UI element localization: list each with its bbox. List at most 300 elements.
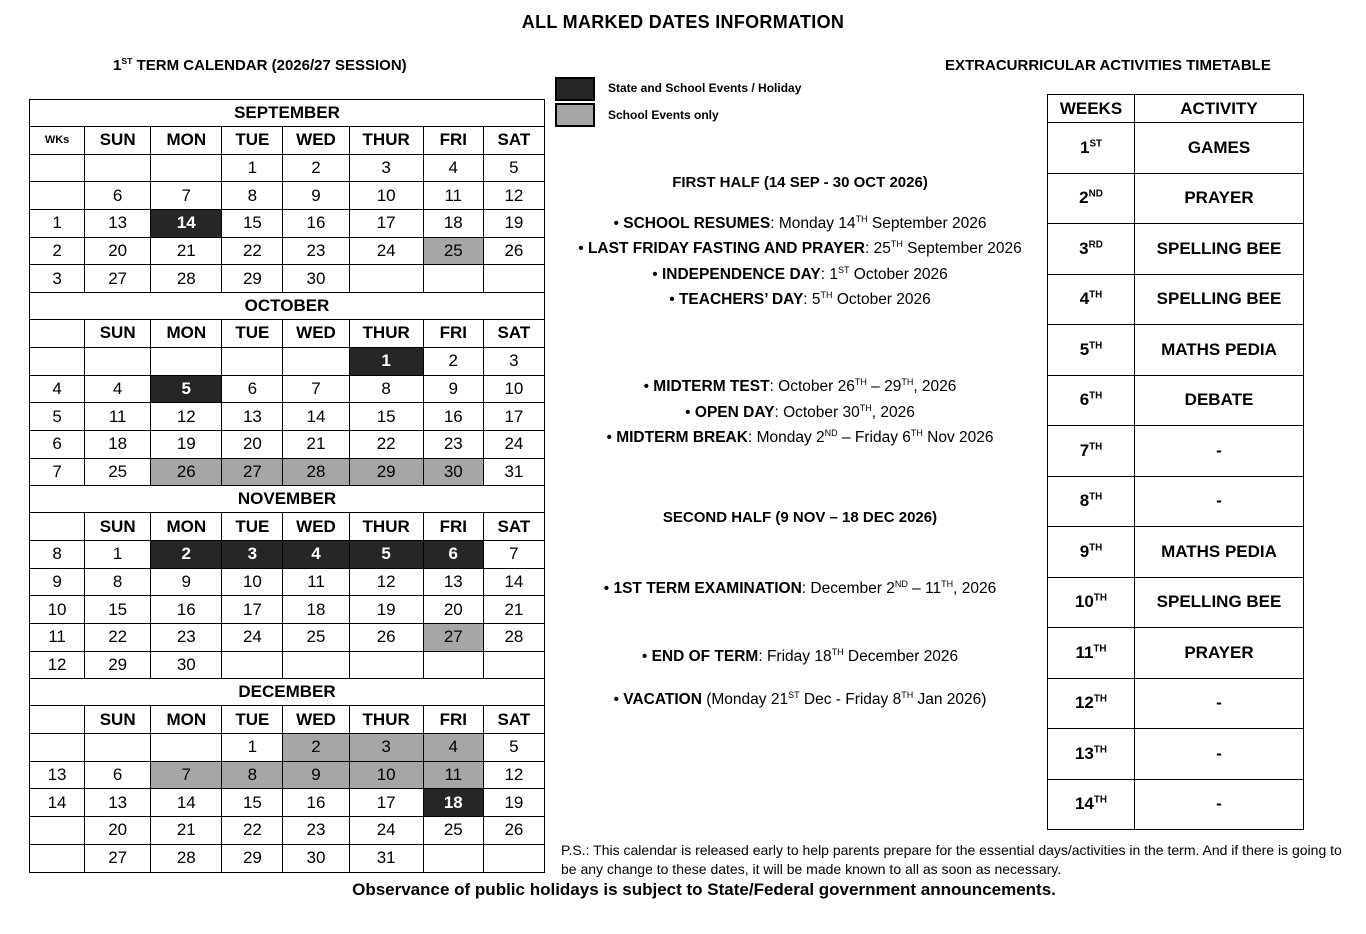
ordinal-suffix: TH <box>855 213 868 224</box>
day-header: SAT <box>483 706 544 734</box>
ordinal-suffix: TH <box>1093 794 1108 806</box>
calendar-day: 26 <box>349 624 423 652</box>
calendar-day: 17 <box>483 403 544 431</box>
activity-row <box>1048 729 1304 780</box>
week-number <box>30 817 85 845</box>
calendar-day: 29 <box>222 844 283 872</box>
calendar-week-row <box>30 624 545 652</box>
week-column-header: WKs <box>30 127 85 155</box>
bullet-icon: • <box>643 378 654 395</box>
activity-week <box>1048 779 1135 830</box>
event-label: SCHOOL RESUMES <box>623 215 771 232</box>
calendar-day: 19 <box>483 789 544 817</box>
event-date-text: October 26 <box>778 378 855 395</box>
calendar-day: 25 <box>283 624 349 652</box>
day-header: WED <box>283 513 349 541</box>
calendar-day: 14 <box>151 789 222 817</box>
calendar-day: 15 <box>222 210 283 238</box>
week-number: 14 <box>30 789 85 817</box>
calendar-day: 5 <box>483 154 544 182</box>
ordinal-suffix: RD <box>1088 239 1103 251</box>
month-header: NOVEMBER <box>30 486 545 513</box>
event-separator: : <box>758 648 767 665</box>
event-label: LAST FRIDAY FASTING AND PRAYER <box>587 240 865 257</box>
calendar-day <box>151 734 222 762</box>
term-calendar <box>29 99 545 873</box>
calendar-day: 8 <box>85 568 151 596</box>
ordinal-suffix: TH <box>1093 643 1107 655</box>
event-line <box>555 240 1045 258</box>
calendar-day: 7 <box>151 182 222 210</box>
calendar-day: 14 <box>283 403 349 431</box>
week-number: 9 <box>30 568 85 596</box>
calendar-day <box>222 651 283 679</box>
calendar-day: 6 <box>85 182 151 210</box>
legend-label-grey: School Events only <box>608 108 719 122</box>
calendar-day: 12 <box>483 182 544 210</box>
calendar-day: 8 <box>222 182 283 210</box>
activity-row <box>1048 577 1304 628</box>
activity-week-number: 13 <box>1074 743 1094 763</box>
event-date-text: – 11 <box>907 580 942 597</box>
day-header: WED <box>283 706 349 734</box>
calendar-day: 7 <box>483 540 544 568</box>
activity-week <box>1048 123 1135 174</box>
activity-week-number: 1 <box>1079 137 1090 157</box>
activity-row <box>1048 628 1304 679</box>
day-header: THUR <box>349 706 423 734</box>
calendar-day: 4 <box>423 734 483 762</box>
calendar-week-row <box>30 430 545 458</box>
week-number: 5 <box>30 403 85 431</box>
event-date-text: , 2026 <box>913 378 957 395</box>
ordinal-suffix: TH <box>1093 744 1108 756</box>
calendar-day: 15 <box>349 403 423 431</box>
event-label: END OF TERM <box>651 648 759 665</box>
activity-week-number: 5 <box>1079 339 1090 359</box>
activity-name: - <box>1135 476 1304 527</box>
footer-note: Observance of public holidays is subject to State/Federal government announcements. <box>352 880 1056 899</box>
ordinal-suffix: TH <box>1089 441 1103 453</box>
day-header: MON <box>151 513 222 541</box>
day-header: WED <box>283 320 349 348</box>
calendar-day: 25 <box>85 458 151 486</box>
week-number <box>30 844 85 872</box>
activity-week <box>1048 577 1135 628</box>
day-header: SUN <box>85 127 151 155</box>
event-line <box>555 404 1045 422</box>
calendar-day <box>85 347 151 375</box>
calendar-day: 1 <box>85 540 151 568</box>
calendar-day: 21 <box>151 817 222 845</box>
event-label: VACATION <box>623 691 702 708</box>
calendar-day: 12 <box>349 568 423 596</box>
calendar-day: 1 <box>349 347 423 375</box>
calendar-week-row <box>30 844 545 872</box>
first-half-heading: FIRST HALF (14 SEP - 30 OCT 2026) <box>672 174 928 191</box>
calendar-day: 21 <box>483 596 544 624</box>
calendar-day: 16 <box>283 210 349 238</box>
calendar-day: 16 <box>151 596 222 624</box>
calendar-day: 5 <box>151 375 222 403</box>
calendar-day <box>151 347 222 375</box>
bullet-icon: • <box>685 404 695 421</box>
event-line <box>555 291 1045 309</box>
ordinal-suffix: TH <box>859 402 872 413</box>
day-header: TUE <box>222 513 283 541</box>
day-header: SUN <box>85 320 151 348</box>
calendar-day: 15 <box>222 789 283 817</box>
week-number: 8 <box>30 540 85 568</box>
calendar-day: 6 <box>222 375 283 403</box>
calendar-day: 30 <box>283 265 349 293</box>
calendar-day: 29 <box>222 265 283 293</box>
activity-week-number: 2 <box>1079 188 1089 208</box>
activity-week-number: 11 <box>1075 642 1094 662</box>
activity-week <box>1048 527 1135 578</box>
event-label: TEACHERS’ DAY <box>678 291 804 308</box>
event-date-text: Friday 18 <box>766 648 832 665</box>
calendar-day: 3 <box>222 540 283 568</box>
week-number: 7 <box>30 458 85 486</box>
calendar-day <box>283 651 349 679</box>
calendar-day: 25 <box>423 237 483 265</box>
calendar-day: 24 <box>222 624 283 652</box>
activity-row <box>1048 173 1304 224</box>
bullet-icon: • <box>613 691 624 708</box>
week-number: 2 <box>30 237 85 265</box>
calendar-day: 27 <box>85 844 151 872</box>
bullet-icon: • <box>652 266 662 283</box>
calendar-day: 24 <box>349 237 423 265</box>
activity-week <box>1048 476 1135 527</box>
calendar-day <box>349 265 423 293</box>
calendar-day: 11 <box>423 761 483 789</box>
event-label: OPEN DAY <box>694 404 775 421</box>
calendar-day <box>423 651 483 679</box>
calendar-day <box>151 154 222 182</box>
ps-note: P.S.: This calendar is released early to help parents prepare for the essential days/activities in the term. And if there is going to be any change to these dates, it will be made known to all as soon as necessary. <box>561 842 1342 877</box>
calendar-day <box>423 844 483 872</box>
event-separator: : <box>820 266 830 283</box>
calendar-day: 23 <box>423 430 483 458</box>
day-header: THUR <box>349 127 423 155</box>
event-date-text: – 29 <box>866 378 902 395</box>
calendar-day: 14 <box>483 568 544 596</box>
event-date-text: (Monday 21 <box>706 691 789 708</box>
calendar-day: 23 <box>283 817 349 845</box>
calendar-day: 9 <box>283 182 349 210</box>
activity-week <box>1048 224 1135 275</box>
calendar-day: 5 <box>349 540 423 568</box>
calendar-day: 11 <box>85 403 151 431</box>
day-header: FRI <box>423 706 483 734</box>
calendar-week-row <box>30 651 545 679</box>
ordinal-suffix: TH <box>941 578 954 589</box>
activity-week <box>1048 173 1135 224</box>
calendar-day: 12 <box>483 761 544 789</box>
calendar-day: 17 <box>349 210 423 238</box>
calendar-day: 13 <box>85 789 151 817</box>
calendar-day: 29 <box>85 651 151 679</box>
week-number <box>30 182 85 210</box>
calendar-day: 15 <box>85 596 151 624</box>
activity-name: - <box>1135 729 1304 780</box>
activity-name: SPELLING BEE <box>1135 577 1304 628</box>
activity-week-number: 7 <box>1079 440 1090 460</box>
week-number: 4 <box>30 375 85 403</box>
week-column-header <box>30 706 85 734</box>
calendar-day: 28 <box>151 844 222 872</box>
week-number: 3 <box>30 265 85 293</box>
bullet-icon: • <box>669 291 679 308</box>
calendar-week-row <box>30 540 545 568</box>
calendar-day: 7 <box>151 761 222 789</box>
activity-week <box>1048 426 1135 477</box>
calendar-week-row <box>30 817 545 845</box>
calendar-day <box>483 844 544 872</box>
calendar-day: 27 <box>423 624 483 652</box>
day-header: THUR <box>349 320 423 348</box>
calendar-week-row <box>30 734 545 762</box>
week-number: 12 <box>30 651 85 679</box>
activity-week <box>1048 729 1135 780</box>
calendar-week-row <box>30 458 545 486</box>
activity-row <box>1048 678 1304 729</box>
event-line <box>555 648 1045 666</box>
calendar-week-row <box>30 596 545 624</box>
activity-name: PRAYER <box>1135 628 1304 679</box>
event-line <box>555 691 1045 709</box>
event-line <box>555 266 1045 284</box>
day-header: SAT <box>483 513 544 541</box>
ordinal-suffix: ND <box>824 427 838 438</box>
calendar-day: 18 <box>423 210 483 238</box>
calendar-day: 14 <box>151 210 222 238</box>
calendar-title: 1ST TERM CALENDAR (2026/27 SESSION) <box>113 56 407 74</box>
day-header: SUN <box>85 513 151 541</box>
activity-row <box>1048 274 1304 325</box>
ordinal-suffix: ST <box>788 689 800 700</box>
calendar-day: 5 <box>483 734 544 762</box>
event-separator: : <box>747 429 757 446</box>
bullet-icon: • <box>603 580 614 597</box>
event-separator: : <box>769 378 779 395</box>
ordinal-suffix: ND <box>894 578 908 589</box>
calendar-day: 18 <box>85 430 151 458</box>
day-header: TUE <box>222 320 283 348</box>
ordinal-suffix: TH <box>1093 693 1108 705</box>
calendar-week-row <box>30 265 545 293</box>
activity-row <box>1048 224 1304 275</box>
calendar-day: 20 <box>222 430 283 458</box>
legend-swatch-grey <box>555 103 595 127</box>
calendar-day: 22 <box>349 430 423 458</box>
calendar-day: 9 <box>151 568 222 596</box>
activity-week-number: 8 <box>1079 491 1090 511</box>
day-header: FRI <box>423 127 483 155</box>
event-date-text: September 2026 <box>867 215 987 232</box>
calendar-day: 2 <box>283 734 349 762</box>
ordinal-suffix: TH <box>854 376 867 387</box>
activities-header: ACTIVITY <box>1135 95 1304 123</box>
event-date-text: – Friday 6 <box>837 429 911 446</box>
calendar-day: 7 <box>283 375 349 403</box>
calendar-week-row <box>30 182 545 210</box>
calendar-day: 21 <box>283 430 349 458</box>
day-header: MON <box>151 127 222 155</box>
activity-week-number: 10 <box>1074 592 1094 612</box>
event-date-text: Monday 14 <box>778 215 856 232</box>
ordinal-suffix: TH <box>901 376 914 387</box>
activity-name: MATHS PEDIA <box>1135 325 1304 376</box>
calendar-day: 16 <box>283 789 349 817</box>
calendar-day: 31 <box>483 458 544 486</box>
calendar-day: 31 <box>349 844 423 872</box>
calendar-day: 2 <box>423 347 483 375</box>
calendar-day: 19 <box>151 430 222 458</box>
calendar-week-row <box>30 761 545 789</box>
ordinal-suffix: ND <box>1088 188 1103 200</box>
calendar-day <box>423 265 483 293</box>
activity-row <box>1048 779 1304 830</box>
calendar-day <box>222 347 283 375</box>
calendar-day: 1 <box>222 154 283 182</box>
calendar-day: 19 <box>349 596 423 624</box>
event-date-text: Nov 2026 <box>922 429 994 446</box>
week-number: 10 <box>30 596 85 624</box>
week-number <box>30 154 85 182</box>
event-date-text: October 2026 <box>849 266 948 283</box>
event-line <box>555 429 1045 447</box>
week-column-header <box>30 513 85 541</box>
day-header: SUN <box>85 706 151 734</box>
calendar-day: 9 <box>283 761 349 789</box>
calendar-day: 21 <box>151 237 222 265</box>
week-column-header <box>30 320 85 348</box>
event-separator: : <box>801 580 811 597</box>
calendar-day: 2 <box>283 154 349 182</box>
calendar-week-row <box>30 237 545 265</box>
calendar-day: 9 <box>423 375 483 403</box>
calendar-day: 12 <box>151 403 222 431</box>
calendar-day: 4 <box>283 540 349 568</box>
day-header: TUE <box>222 706 283 734</box>
calendar-day: 22 <box>222 237 283 265</box>
calendar-day: 18 <box>283 596 349 624</box>
day-header: FRI <box>423 320 483 348</box>
day-header: FRI <box>423 513 483 541</box>
ordinal-suffix: TH <box>1089 491 1103 503</box>
event-line <box>555 215 1045 233</box>
calendar-day: 13 <box>423 568 483 596</box>
calendar-day: 24 <box>349 817 423 845</box>
event-date-text: , 2026 <box>871 404 915 421</box>
activity-name: SPELLING BEE <box>1135 224 1304 275</box>
calendar-day: 26 <box>151 458 222 486</box>
activity-row <box>1048 325 1304 376</box>
calendar-day: 2 <box>151 540 222 568</box>
calendar-day: 18 <box>423 789 483 817</box>
calendar-day: 27 <box>85 265 151 293</box>
bullet-icon: • <box>641 648 652 665</box>
legend-label-dark: State and School Events / Holiday <box>608 81 802 95</box>
calendar-day: 25 <box>423 817 483 845</box>
calendar-day: 10 <box>222 568 283 596</box>
day-header: WED <box>283 127 349 155</box>
activity-row <box>1048 527 1304 578</box>
activity-week <box>1048 678 1135 729</box>
week-number: 6 <box>30 430 85 458</box>
ordinal-suffix: TH <box>1089 542 1103 554</box>
activity-name: - <box>1135 678 1304 729</box>
event-label: 1ST TERM EXAMINATION <box>613 580 802 597</box>
activities-title: EXTRACURRICULAR ACTIVITIES TIMETABLE <box>945 57 1271 74</box>
calendar-day <box>85 154 151 182</box>
legend-swatch-dark <box>555 77 595 101</box>
activities-table <box>1047 94 1304 830</box>
calendar-day: 10 <box>349 761 423 789</box>
calendar-day: 1 <box>222 734 283 762</box>
ordinal-suffix: TH <box>1093 592 1108 604</box>
activities-header: WEEKS <box>1048 95 1135 123</box>
event-label: MIDTERM TEST <box>653 378 770 395</box>
week-number <box>30 347 85 375</box>
calendar-day: 4 <box>423 154 483 182</box>
activity-week-number: 9 <box>1079 541 1090 561</box>
day-header: THUR <box>349 513 423 541</box>
calendar-day: 16 <box>423 403 483 431</box>
ordinal-suffix: TH <box>910 427 923 438</box>
ordinal-suffix: TH <box>901 689 914 700</box>
calendar-week-row <box>30 375 545 403</box>
event-date-text: 1 <box>829 266 839 283</box>
event-date-text: 25 <box>873 240 891 257</box>
event-line <box>555 378 1045 396</box>
day-header: TUE <box>222 127 283 155</box>
calendar-day: 3 <box>483 347 544 375</box>
event-separator: : <box>865 240 874 257</box>
event-separator: : <box>774 404 784 421</box>
bullet-icon: • <box>606 429 617 446</box>
event-label: INDEPENDENCE DAY <box>661 266 821 283</box>
calendar-day: 20 <box>85 237 151 265</box>
calendar-day: 19 <box>483 210 544 238</box>
ordinal-suffix: TH <box>1089 289 1103 301</box>
calendar-day <box>85 734 151 762</box>
calendar-day: 10 <box>349 182 423 210</box>
calendar-day: 28 <box>151 265 222 293</box>
calendar-day: 11 <box>423 182 483 210</box>
event-date-text: December 2026 <box>843 648 959 665</box>
calendar-week-row <box>30 154 545 182</box>
calendar-day: 22 <box>222 817 283 845</box>
calendar-day: 30 <box>423 458 483 486</box>
calendar-day: 30 <box>283 844 349 872</box>
day-header: MON <box>151 706 222 734</box>
activity-week-number: 3 <box>1079 238 1089 258</box>
calendar-day: 27 <box>222 458 283 486</box>
calendar-day: 28 <box>483 624 544 652</box>
calendar-day: 6 <box>423 540 483 568</box>
event-date-text: September 2026 <box>902 240 1022 257</box>
calendar-day: 17 <box>222 596 283 624</box>
month-header: OCTOBER <box>30 293 545 320</box>
activity-week-number: 4 <box>1079 289 1090 309</box>
calendar-day: 30 <box>151 651 222 679</box>
calendar-day: 26 <box>483 237 544 265</box>
month-header: DECEMBER <box>30 679 545 706</box>
